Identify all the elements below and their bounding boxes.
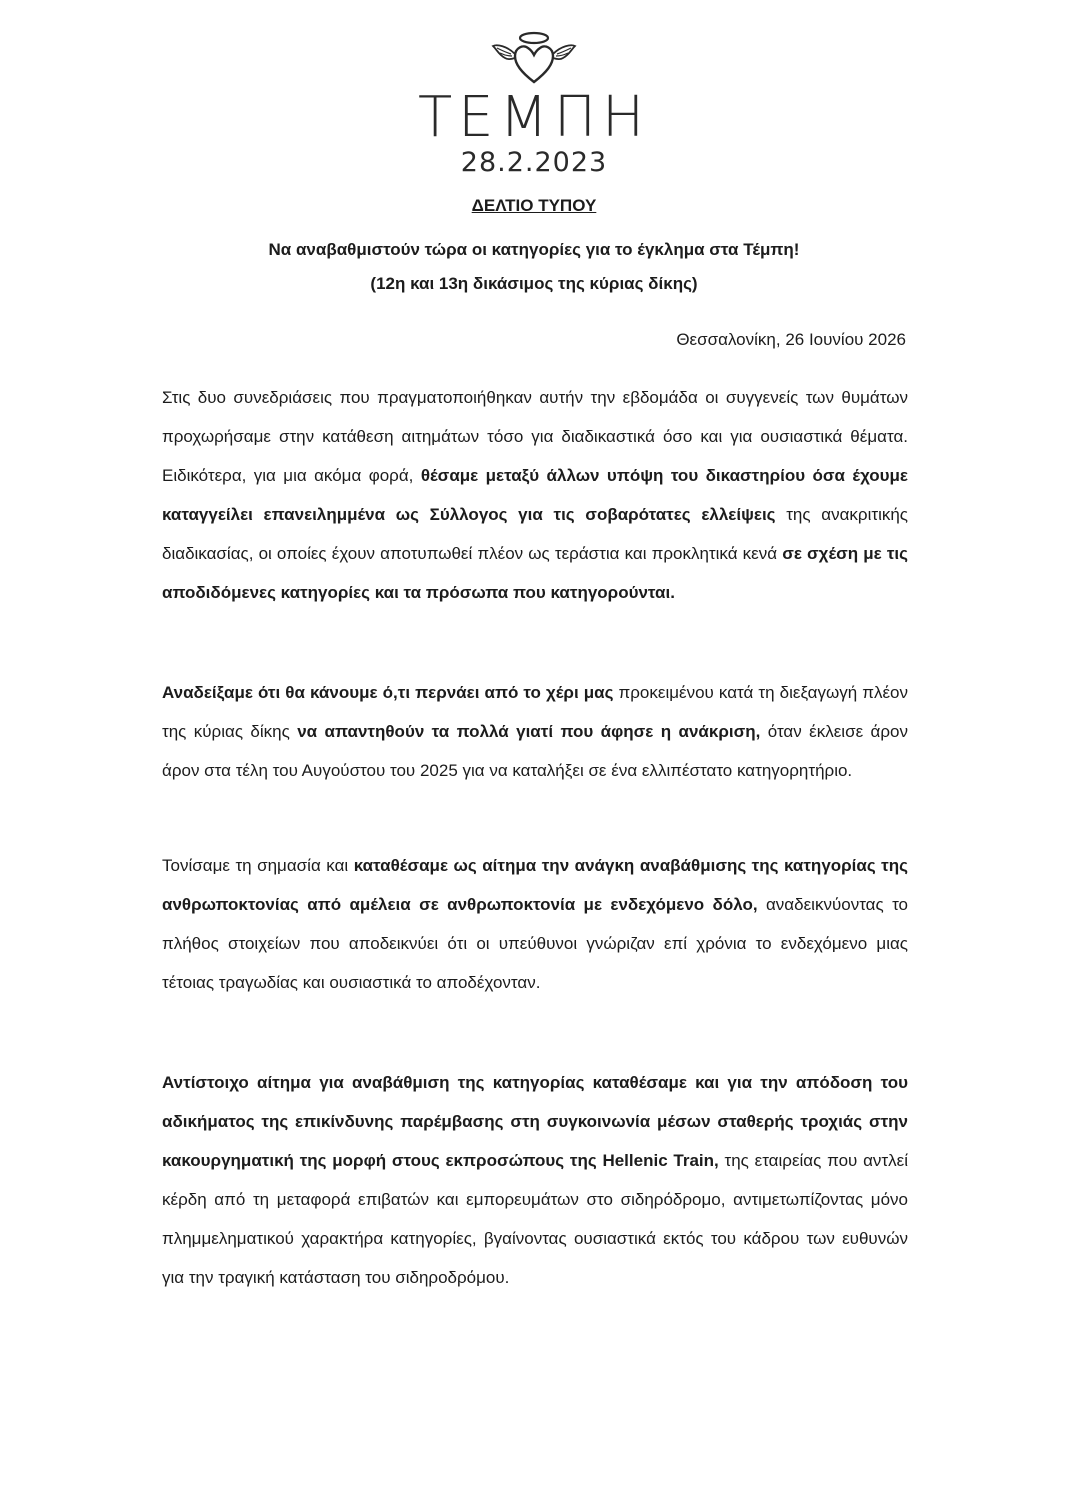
paragraph-segment-bold: σε σχέση με τις αποδιδόμενες κατηγορίες και τα πρόσωπα που κατηγορούνται. bbox=[162, 544, 908, 602]
paragraph-segment: προκειμένου κατά τη διεξαγωγή πλέον της κύριας δίκης bbox=[162, 683, 908, 741]
paragraph-segment: αναδεικνύοντας το πλήθος στοιχείων που αποδεικνύει ότι οι υπεύθυνοι γνώριζαν επί χρόνια το ενδεχόμενο μιας τέτοιας τραγωδίας και ουσιαστικά το αποδέχονταν. bbox=[162, 895, 908, 992]
paragraph-4 bbox=[162, 1063, 908, 1297]
paragraph-2 bbox=[162, 673, 908, 790]
paragraph-3 bbox=[162, 846, 908, 1002]
paragraph-segment: της εταιρείας που αντλεί κέρδη από τη μεταφορά επιβατών και εμπορευμάτων στο σιδηρόδρομο, αντιμετωπίζοντας μόνο πλημμεληματικού χαρακτήρα κατηγορίες, βγαίνοντας ουσιαστικά εκτός του κάδρου των ευθυνών για την τραγική κατάσταση του σιδηροδρόμου. bbox=[162, 1151, 908, 1287]
paragraph-segment: Τονίσαμε τη σημασία και bbox=[162, 856, 354, 875]
paragraph-segment-bold: καταθέσαμε ως αίτημα την ανάγκη αναβάθμισης της κατηγορίας της ανθρωποκτονίας από αμέλεια σε ανθρωποκτονία με ενδεχόμενο δόλο, bbox=[162, 856, 908, 914]
paragraph-segment: της ανακριτικής διαδικασίας, οι οποίες έχουν αποτυπωθεί πλέον ως τεράστια και προκλητικά κενά bbox=[162, 505, 908, 563]
paragraph-segment-bold: θέσαμε μεταξύ άλλων υπόψη του δικαστηρίου όσα έχουμε καταγγείλει επανειλημμένα ως Σύλλογος για τις σοβαρότατες ελλείψεις bbox=[162, 466, 909, 524]
logo bbox=[0, 28, 1068, 178]
subheadline: (12η και 13η δικάσιμος της κύριας δίκης) bbox=[370, 274, 698, 293]
paragraph-segment: Στις δυο συνεδριάσεις που πραγματοποιήθηκαν αυτήν την εβδομάδα οι συγγενείς των θυμάτων προχωρήσαμε στην κατάθεση αιτημάτων τόσο για διαδικαστικά όσο και για ουσιαστικά θέματα. Ειδικότερα, για μια ακόμα φορά, bbox=[162, 388, 908, 485]
logo-title: ΤΕΜΠΗ bbox=[417, 85, 651, 150]
paragraph-segment-bold: Αντίστοιχο αίτημα για αναβάθμιση της κατηγορίας καταθέσαμε και για την απόδοση του αδικήματος της επικίνδυνης παρέμβασης στη συγκοινωνία μέσων σταθερής τροχιάς στην κακουργηματική της μορφή στους εκπροσώπους της Hellenic Train, bbox=[162, 1073, 908, 1170]
place-date: Θεσσαλονίκη, 26 Ιουνίου 2026 bbox=[676, 330, 906, 349]
paragraph-segment: όταν έκλεισε άρον άρον στα τέλη του Αυγούστου του 2025 για να καταλήξει σε ένα ελλιπέστατο κατηγορητήριο. bbox=[162, 722, 908, 780]
winged-heart-halo-icon bbox=[491, 28, 577, 86]
logo-date: 28.2.2023 bbox=[460, 147, 608, 178]
paragraph-1 bbox=[162, 378, 908, 612]
headline: Να αναβαθμιστούν τώρα οι κατηγορίες για το έγκλημα στα Τέμπη! bbox=[268, 240, 800, 259]
document-type: ΔΕΛΤΙΟ ΤΥΠΟΥ bbox=[471, 196, 597, 215]
paragraph-segment-bold: Αναδείξαμε ότι θα κάνουμε ό,τι περνάει από το χέρι μας bbox=[162, 683, 614, 702]
paragraph-segment-bold: να απαντηθούν τα πολλά γιατί που άφησε η ανάκριση, bbox=[297, 722, 761, 741]
